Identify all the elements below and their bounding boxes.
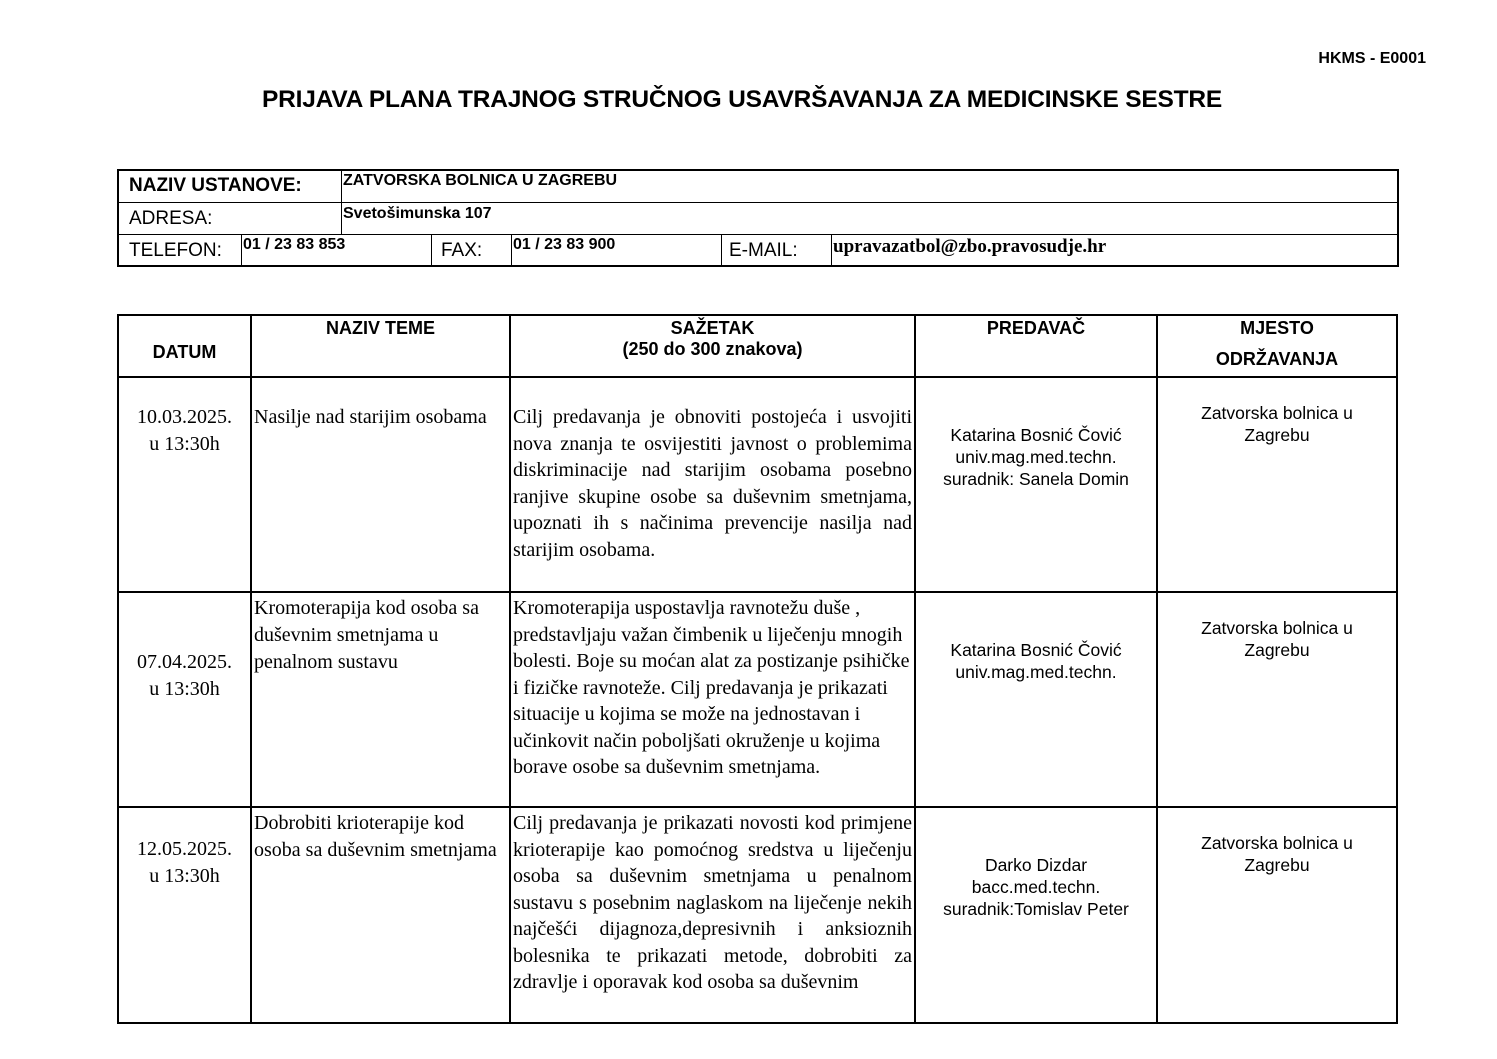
- fax-value: 01 / 23 83 900: [513, 236, 616, 253]
- row-topic: Kromoterapija kod osoba sa duševnim smetnjama u penalnom sustavu: [251, 592, 510, 807]
- row-date: 07.04.2025. u 13:30h: [118, 592, 251, 807]
- education-plan-table: [117, 314, 1398, 1024]
- row-topic: Nasilje nad starijim osobama: [251, 377, 510, 592]
- row-date: 12.05.2025. u 13:30h: [118, 807, 251, 1023]
- row-place: Zatvorska bolnica u Zagrebu: [1157, 592, 1397, 807]
- institution-info-table: [117, 169, 1399, 267]
- header-lecturer: PREDAVAČ: [915, 315, 1157, 377]
- institution-contact-row: [119, 235, 1397, 265]
- fax-label: FAX:: [441, 240, 483, 261]
- row-lecturer: Darko Dizdar bacc.med.techn. suradnik:Tomislav Peter: [915, 807, 1157, 1023]
- row-summary: Cilj predavanja je obnoviti postojeća i usvojiti nova znanja te osvijestiti javnost o problemima diskriminacije nad starijim osobama posebno ranjive skupine osobe sa duševnim smetnjama, upoznati ih s načinima prevencije nasilja nad starijim osobama.: [510, 377, 915, 592]
- institution-name-value: ZATVORSKA BOLNICA U ZAGREBU: [343, 172, 618, 189]
- table-row: [118, 807, 1397, 1023]
- row-lecturer: Katarina Bosnić Čović univ.mag.med.techn. suradnik: Sanela Domin: [915, 377, 1157, 592]
- header-topic: NAZIV TEME: [251, 315, 510, 377]
- row-place: Zatvorska bolnica u Zagrebu: [1157, 807, 1397, 1023]
- institution-name-label: NAZIV USTANOVE:: [129, 175, 302, 196]
- row-lecturer: Katarina Bosnić Čović univ.mag.med.techn.: [915, 592, 1157, 807]
- document-code: HKMS - E0001: [1318, 50, 1426, 67]
- row-topic: Dobrobiti krioterapije kod osoba sa duševnim smetnjama: [251, 807, 510, 1023]
- row-date: 10.03.2025. u 13:30h: [118, 377, 251, 592]
- phone-label: TELEFON:: [129, 240, 222, 261]
- document-title: PRIJAVA PLANA TRAJNOG STRUČNOG USAVRŠAVANJA ZA MEDICINSKE SESTRE: [262, 86, 1223, 113]
- address-label: ADRESA:: [129, 208, 213, 229]
- row-place: Zatvorska bolnica u Zagrebu: [1157, 377, 1397, 592]
- phone-value: 01 / 23 83 853: [243, 236, 346, 253]
- table-header-row: [118, 315, 1397, 377]
- row-summary: Kromoterapija uspostavlja ravnotežu duše , predstavljaju važan čimbenik u liječenju mnogih bolesti. Boje su moćan alat za postizanje psihičke i fizičke ravnoteže. Cilj predavanja je prikazati situacije u kojima se može na jednostavan i učinkovit način poboljšati okruženje u kojima borave osobe sa duševnim smetnjama.: [510, 592, 915, 807]
- table-row: [118, 592, 1397, 807]
- institution-address-row: [119, 203, 1397, 235]
- email-label: E-MAIL:: [729, 240, 798, 261]
- row-summary: Cilj predavanja je prikazati novosti kod primjene krioterapije kao pomoćnog sredstva u liječenju osoba sa duševnim smetnjama u penalnom sustavu s posebnim naglaskom na liječenje nekih najčešći dijagnoza,depresivnih i anksioznih bolesnika te prikazati metode, dobrobiti za zdravlje i oporavak kod osoba sa duševnim: [510, 807, 915, 1023]
- email-value: upravazatbol@zbo.pravosudje.hr: [833, 236, 1107, 257]
- header-date: DATUM: [118, 315, 251, 377]
- header-summary: SAŽETAK (250 do 300 znakova): [510, 315, 915, 377]
- institution-name-row: [119, 171, 1397, 203]
- header-place: MJESTO ODRŽAVANJA: [1157, 315, 1397, 377]
- table-row: [118, 377, 1397, 592]
- address-value: Svetošimunska 107: [343, 205, 492, 222]
